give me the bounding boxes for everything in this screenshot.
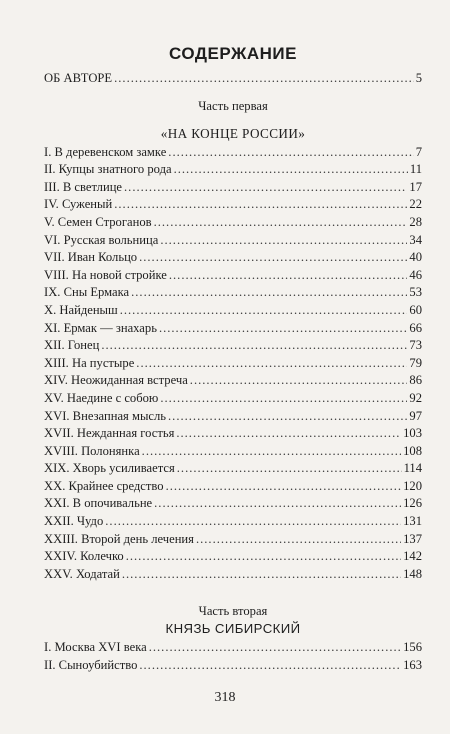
entry-label: XXII. Чудо: [44, 514, 104, 529]
dot-leader: [160, 390, 407, 408]
entry-page: 108: [403, 443, 422, 458]
entry-page: 114: [403, 461, 422, 476]
entry-page: 142: [403, 549, 422, 564]
entry-page: 86: [409, 373, 422, 388]
part1-label: Часть первая: [198, 98, 268, 113]
entry-page: 60: [409, 302, 422, 317]
entry-page: 103: [403, 426, 422, 441]
entry-page: 53: [409, 285, 422, 300]
entry-page: 163: [403, 658, 422, 673]
entry-page: 156: [403, 640, 422, 655]
entry-page: 46: [409, 267, 422, 282]
dot-leader: [176, 425, 401, 443]
entry-page: 126: [403, 496, 422, 511]
entry-label: XXIV. Колечко: [44, 549, 124, 564]
entry-label: I. В деревенском замке: [44, 144, 167, 159]
entry-label: VII. Иван Кольцо: [44, 250, 138, 265]
toc-entry: [44, 548, 422, 566]
toc-entry: [44, 513, 422, 531]
toc-entry: [44, 196, 422, 214]
entry-label: XVIII. Полонянка: [44, 443, 140, 458]
toc-entry: [44, 337, 422, 355]
entry-label: XIX. Хворь усиливается: [44, 461, 175, 476]
dot-leader: [166, 478, 402, 496]
entry-page: 148: [403, 566, 422, 581]
toc-entry: [44, 144, 422, 162]
dot-leader: [131, 284, 407, 302]
toc-entry: [44, 249, 422, 267]
entry-label: V. Семен Строганов: [44, 214, 152, 229]
entry-page: 22: [409, 197, 422, 212]
entry-page: 34: [409, 232, 422, 247]
entry-label: XVII. Нежданная гостья: [44, 426, 175, 441]
entry-label: VIII. На новой стройке: [44, 267, 167, 282]
toc-entry: [44, 320, 422, 338]
entry-label: III. В светлице: [44, 179, 123, 194]
toc-entry: [44, 214, 422, 232]
entry-page: 7: [415, 144, 422, 159]
entry-page: 137: [403, 531, 422, 546]
part2-chapter-list: [44, 639, 422, 674]
entry-label: IX. Сны Ермака: [44, 285, 130, 300]
entry-label: XI. Ермак — знахарь: [44, 320, 157, 335]
toc-entry: [44, 161, 422, 179]
dot-leader: [120, 302, 408, 320]
toc-entry: [44, 408, 422, 426]
dot-leader: [126, 548, 401, 566]
dot-leader: [177, 460, 402, 478]
entry-label: XVI. Внезапная мысль: [44, 408, 167, 423]
entry-label: X. Найденыш: [44, 302, 118, 317]
dot-leader: [142, 443, 401, 461]
entry-page: 92: [409, 390, 422, 405]
toc-entry: [44, 460, 422, 478]
dot-leader: [168, 408, 407, 426]
entry-label: XX. Крайнее средство: [44, 478, 164, 493]
toc-entry: [44, 390, 422, 408]
toc-entry: [44, 566, 422, 584]
entry-label: XV. Наедине с собою: [44, 390, 159, 405]
toc-entry: [44, 372, 422, 390]
entry-label: XXV. Ходатай: [44, 566, 120, 581]
dot-leader: [174, 161, 408, 179]
entry-label: XXI. В опочивальне: [44, 496, 153, 511]
toc-entry: [44, 179, 422, 197]
toc-entry-intro: [44, 70, 422, 88]
entry-page: 11: [409, 162, 422, 177]
toc-entry: [44, 267, 422, 285]
toc-entry: [44, 425, 422, 443]
dot-leader: [149, 639, 401, 657]
entry-label: XXIII. Второй день лечения: [44, 531, 194, 546]
toc-entry: [44, 531, 422, 549]
dot-leader: [122, 566, 401, 584]
dot-leader: [139, 657, 401, 675]
dot-leader: [160, 232, 407, 250]
entry-page: 66: [409, 320, 422, 335]
entry-page: 17: [409, 179, 422, 194]
dot-leader: [114, 70, 414, 88]
dot-leader: [101, 337, 407, 355]
dot-leader: [124, 179, 407, 197]
part2-title: КНЯЗЬ СИБИРСКИЙ: [165, 621, 301, 637]
entry-label: IV. Суженый: [44, 197, 113, 212]
entry-page: 40: [409, 250, 422, 265]
toc-entry: [44, 284, 422, 302]
toc-entry: [44, 302, 422, 320]
entry-label: XIV. Неожиданная встреча: [44, 373, 188, 388]
entry-page: 131: [403, 514, 422, 529]
dot-leader: [105, 513, 401, 531]
entry-label: XII. Гонец: [44, 338, 100, 353]
entry-page: 97: [409, 408, 422, 423]
toc-entry: [44, 232, 422, 250]
entry-label: II. Купцы знатного рода: [44, 162, 172, 177]
entry-page: 120: [403, 478, 422, 493]
toc-entry: [44, 639, 422, 657]
entry-label: ОБ АВТОРЕ: [44, 71, 113, 85]
toc-entry: [44, 478, 422, 496]
toc-entry: [44, 657, 422, 675]
toc-entry: [44, 355, 422, 373]
page-number: 318: [214, 690, 236, 705]
dot-leader: [169, 267, 408, 285]
dot-leader: [154, 495, 401, 513]
part1-title: «НА КОНЦЕ РОССИИ»: [160, 125, 306, 141]
dot-leader: [196, 531, 401, 549]
toc-page: [44, 44, 422, 675]
dot-leader: [190, 372, 408, 390]
entry-label: XIII. На пустыре: [44, 355, 135, 370]
entry-page: 28: [409, 214, 422, 229]
dot-leader: [159, 320, 407, 338]
entry-label: VI. Русская вольница: [44, 232, 159, 247]
toc-entry: [44, 495, 422, 513]
entry-page: 79: [409, 355, 422, 370]
dot-leader: [136, 355, 407, 373]
part1-chapter-list: [44, 144, 422, 584]
dot-leader: [139, 249, 407, 267]
toc-entry: [44, 443, 422, 461]
entry-page: 5: [415, 71, 422, 85]
dot-leader: [168, 144, 413, 162]
entry-label: I. Москва XVI века: [44, 640, 147, 655]
toc-title: СОДЕРЖАНИЕ: [169, 44, 297, 63]
dot-leader: [114, 196, 407, 214]
entry-label: II. Сыноубийство: [44, 658, 138, 673]
entry-page: 73: [409, 338, 422, 353]
dot-leader: [154, 214, 408, 232]
part2-label: Часть вторая: [198, 604, 268, 619]
